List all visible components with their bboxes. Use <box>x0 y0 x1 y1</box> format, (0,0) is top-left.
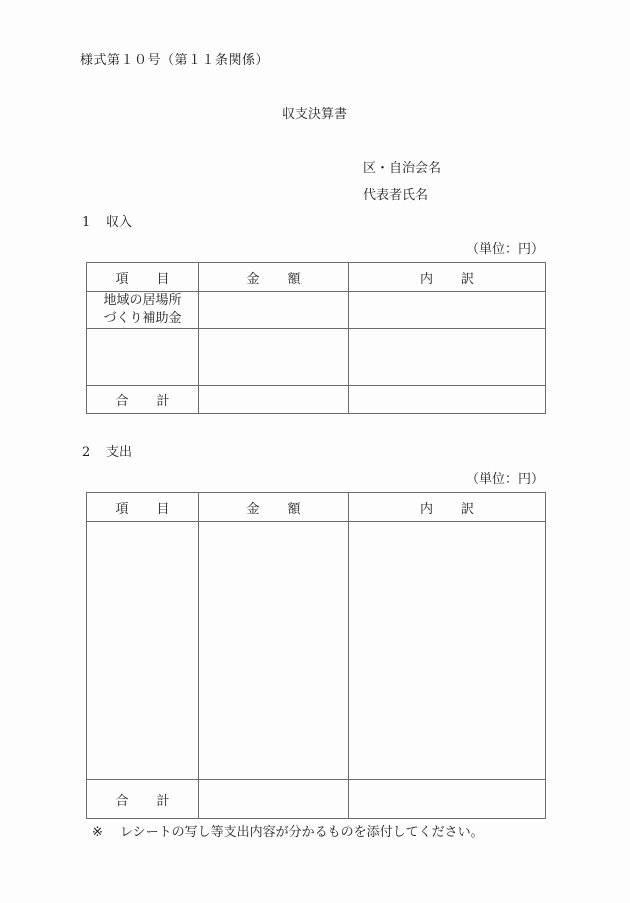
expense-table <box>86 492 546 819</box>
expense-breakdown-cell[interactable] <box>349 522 546 780</box>
form-number: 様式第１０号（第１１条関係） <box>80 53 270 68</box>
expense-total-breakdown-cell[interactable] <box>349 780 546 819</box>
table-row <box>87 329 546 386</box>
document-title: 収支決算書 <box>282 107 348 122</box>
income-item-cell[interactable] <box>87 329 199 386</box>
representative-name-label: 代表者氏名 <box>363 188 429 203</box>
reference-mark-icon: ※ <box>92 825 103 840</box>
table-row <box>87 522 546 780</box>
income-section-heading <box>82 216 132 229</box>
org-name-label: 区・自治会名 <box>363 161 442 176</box>
income-amount-cell[interactable] <box>199 292 349 329</box>
column-header-item: 項 目 <box>87 493 199 522</box>
expense-unit-label: （単位：円） <box>465 472 544 487</box>
column-header-amount: 金 額 <box>199 263 349 292</box>
column-header-amount: 金 額 <box>199 493 349 522</box>
column-header-breakdown: 内 訳 <box>349 493 546 522</box>
expense-section-title: 支出 <box>106 445 133 460</box>
expense-section-heading <box>82 446 132 459</box>
income-item-cell[interactable]: 地域の居場所 づくり補助金 <box>87 292 199 329</box>
column-header-item: 項 目 <box>87 263 199 292</box>
income-unit-label: （単位：円） <box>465 242 544 257</box>
income-section-title: 収入 <box>106 215 133 230</box>
table-row <box>87 292 546 329</box>
footnote <box>92 826 484 839</box>
income-total-row <box>87 386 546 414</box>
income-breakdown-cell[interactable] <box>349 329 546 386</box>
expense-total-row <box>87 780 546 819</box>
expense-header-row <box>87 493 546 522</box>
footnote-text: レシートの写し等支出内容が分かるものを添付してください。 <box>120 825 484 840</box>
expense-total-amount-cell[interactable] <box>199 780 349 819</box>
income-total-label: 合 計 <box>87 386 199 414</box>
income-total-amount-cell[interactable] <box>199 386 349 414</box>
income-header-row <box>87 263 546 292</box>
expense-amount-cell[interactable] <box>199 522 349 780</box>
income-amount-cell[interactable] <box>199 329 349 386</box>
income-breakdown-cell[interactable] <box>349 292 546 329</box>
expense-section-number: 2 <box>82 445 91 460</box>
income-table <box>86 262 546 414</box>
expense-item-cell[interactable] <box>87 522 199 780</box>
income-section-number: 1 <box>82 215 91 230</box>
expense-total-label: 合 計 <box>87 780 199 819</box>
column-header-breakdown: 内 訳 <box>349 263 546 292</box>
income-total-breakdown-cell[interactable] <box>349 386 546 414</box>
